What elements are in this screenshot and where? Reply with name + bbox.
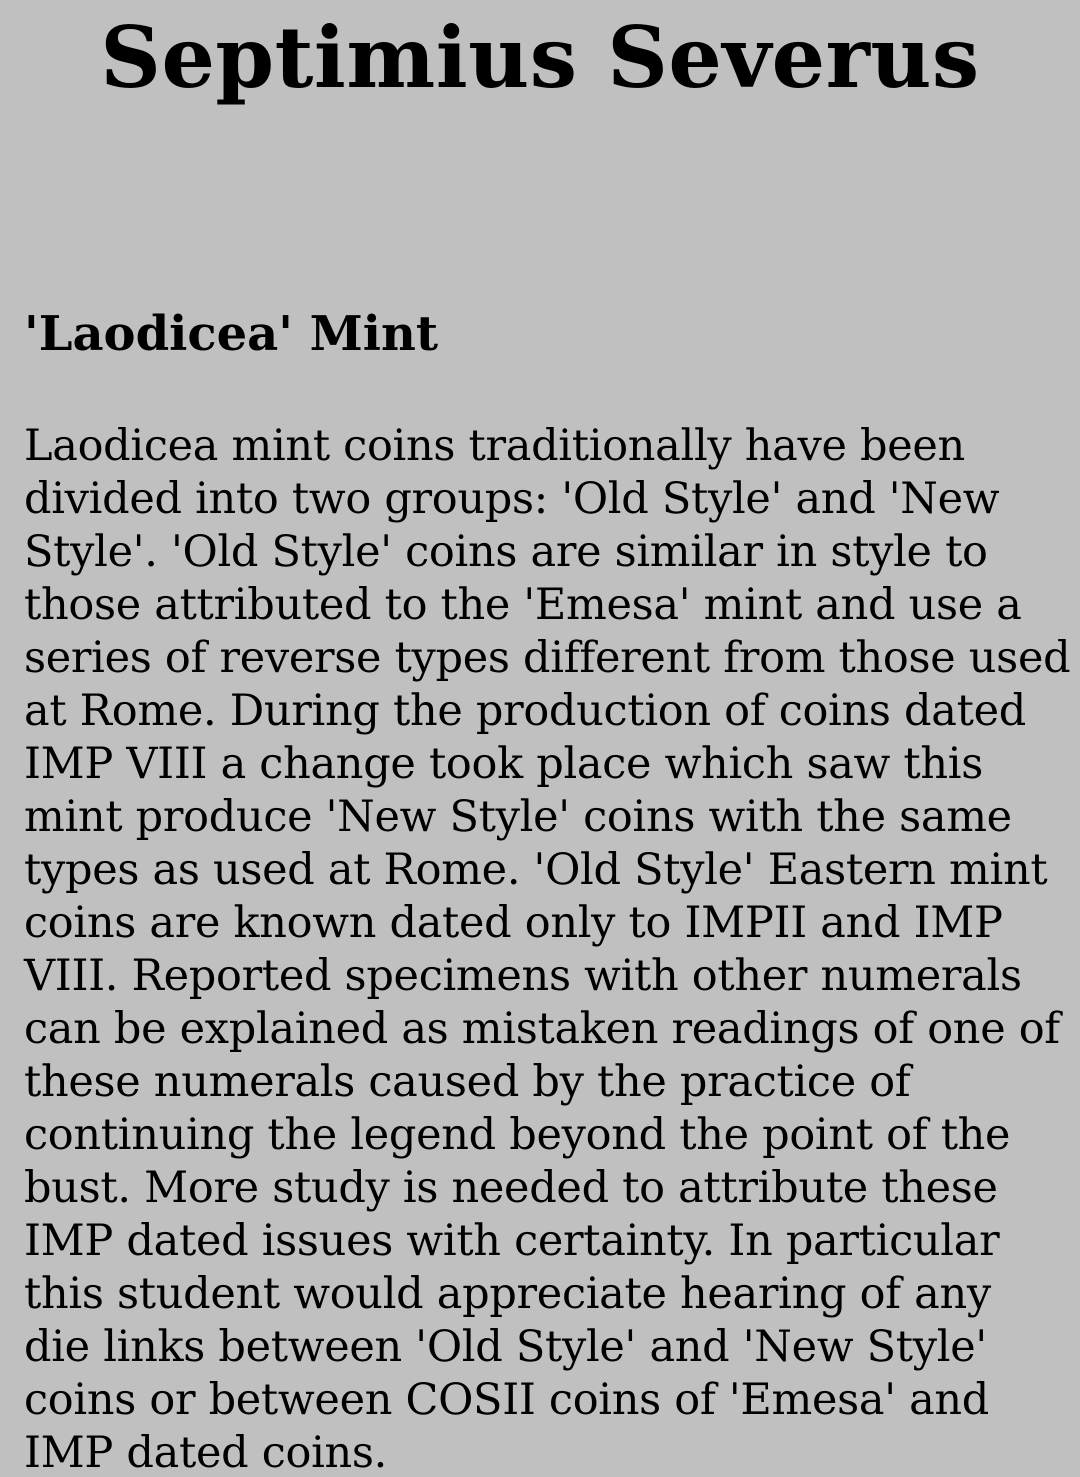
body-line: this student would appreciate hearing of any (24, 1269, 991, 1319)
body-line: divided into two groups: 'Old Style' and 'New (24, 474, 1000, 524)
body-line: die links between 'Old Style' and 'New Style' (24, 1322, 987, 1372)
body-line: continuing the legend beyond the point of the (24, 1110, 1011, 1160)
body-line: IMP dated coins. (24, 1428, 388, 1477)
body-paragraph (24, 420, 1074, 1477)
body-line: types as used at Rome. 'Old Style' Eastern mint (24, 845, 1048, 895)
section-heading: 'Laodicea' Mint (24, 306, 439, 362)
body-line: IMP dated issues with certainty. In particular (24, 1216, 1000, 1266)
page-title: Septimius Severus (100, 8, 980, 107)
body-line: series of reverse types different from those used (24, 633, 1071, 683)
body-line: VIII. Reported specimens with other numerals (24, 951, 1022, 1001)
body-line: Laodicea mint coins traditionally have been (24, 421, 965, 471)
body-line: Style'. 'Old Style' coins are similar in style to (24, 527, 988, 577)
body-line: those attributed to the 'Emesa' mint and use a (24, 580, 1022, 630)
body-line: coins or between COSII coins of 'Emesa' and (24, 1375, 990, 1425)
body-line: can be explained as mistaken readings of one of (24, 1004, 1060, 1054)
body-line: mint produce 'New Style' coins with the same (24, 792, 1012, 842)
body-line: bust. More study is needed to attribute these (24, 1163, 998, 1213)
body-line: at Rome. During the production of coins dated (24, 686, 1026, 736)
body-line: coins are known dated only to IMPII and IMP (24, 898, 1003, 948)
body-line: IMP VIII a change took place which saw this (24, 739, 984, 789)
body-line: these numerals caused by the practice of (24, 1057, 911, 1107)
